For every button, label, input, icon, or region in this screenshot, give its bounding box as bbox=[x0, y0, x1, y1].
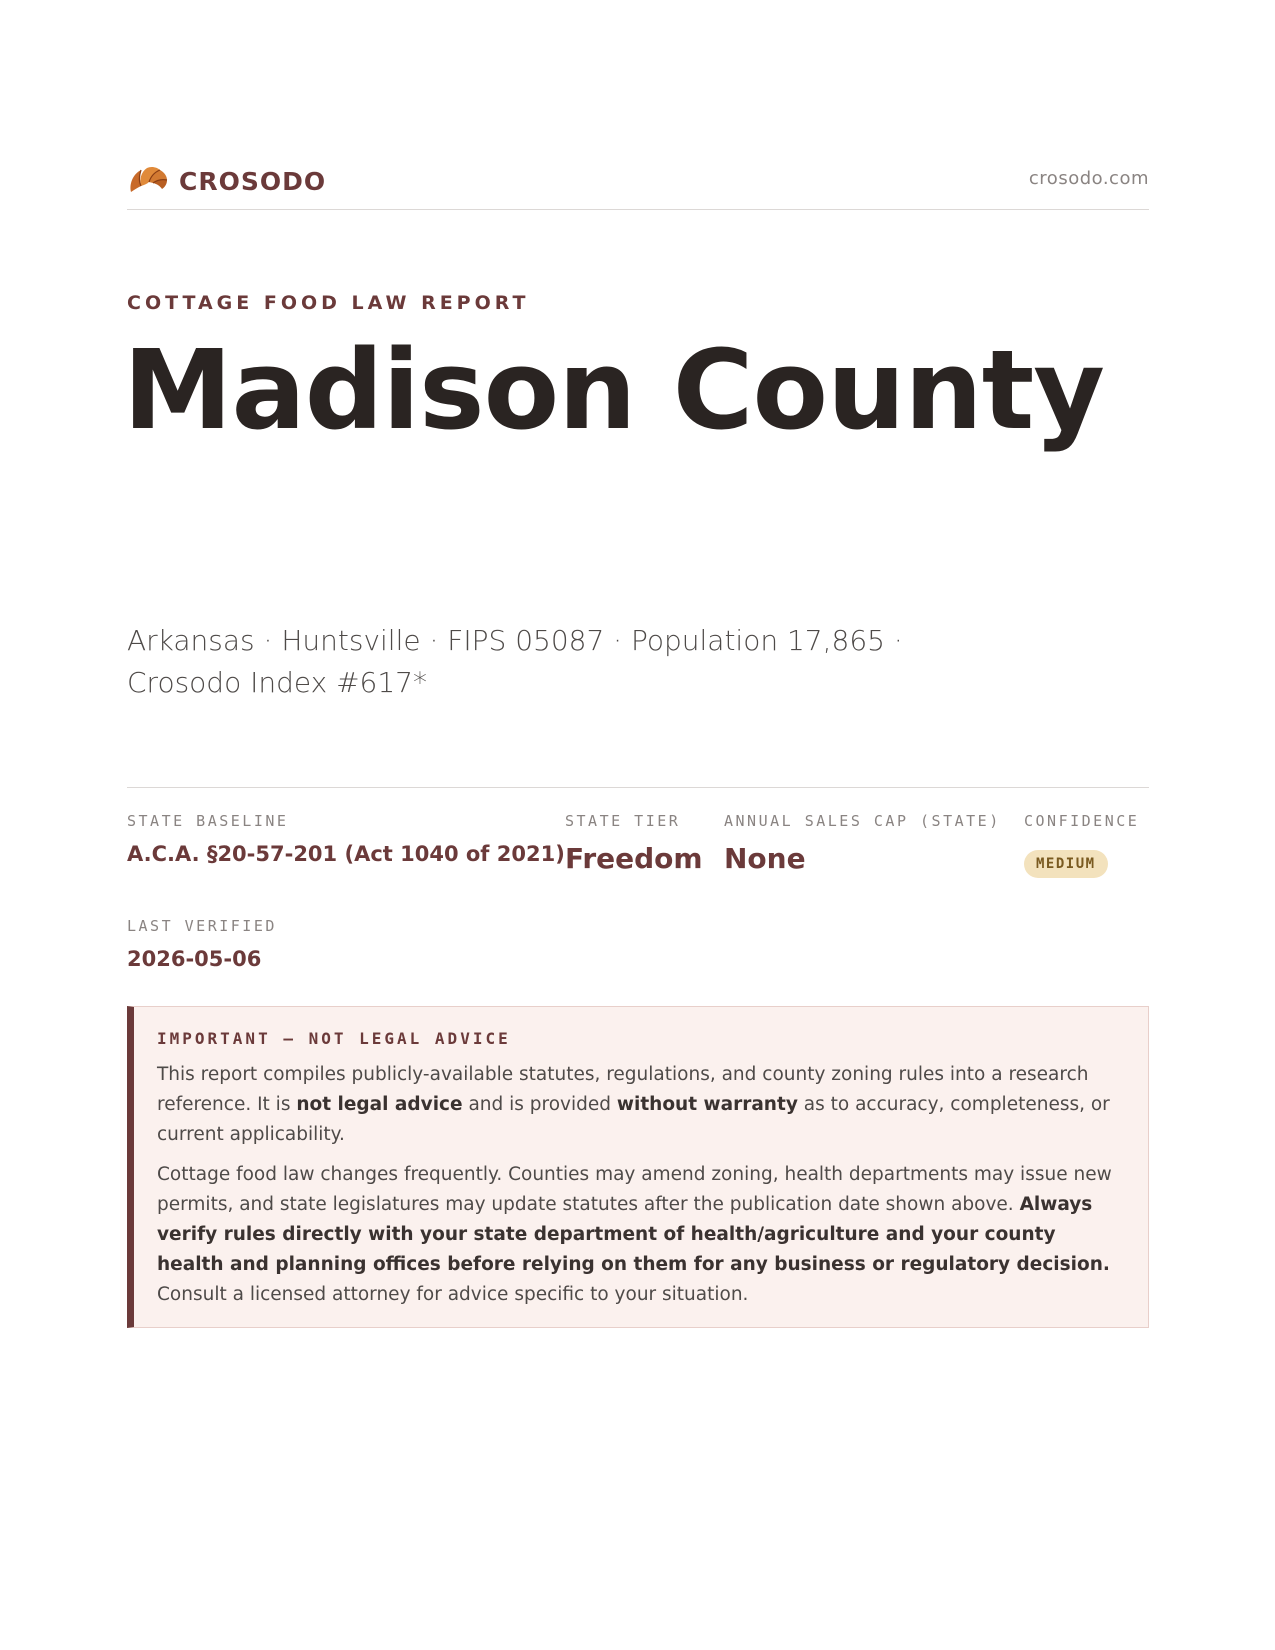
brand[interactable] bbox=[127, 162, 326, 200]
state-baseline-label: STATE BASELINE bbox=[127, 812, 289, 830]
notice-emphasis: not legal advice bbox=[296, 1094, 463, 1115]
state-tier-label: STATE TIER bbox=[565, 812, 681, 830]
notice-text: Consult a licensed attorney for advice specific to your situation. bbox=[157, 1284, 749, 1305]
notice-text: and is provided bbox=[462, 1094, 617, 1115]
sales-cap-value: None bbox=[724, 842, 806, 875]
croissant-icon bbox=[127, 162, 169, 200]
notice-text: Cottage food law changes frequently. Counties may amend zoning, health departments may issue new permits, and state legislatures may update statutes after the publication date shown above. bbox=[157, 1164, 1112, 1215]
site-url-link[interactable]: crosodo.com bbox=[1028, 168, 1149, 189]
subtitle-line-1: Arkansas · Huntsville · FIPS 05087 · Population 17,865 · bbox=[127, 624, 903, 657]
last-verified-label: LAST VERIFIED bbox=[127, 917, 277, 935]
legal-notice bbox=[127, 1006, 1149, 1328]
notice-text: This report compiles publicly-available statutes, regulations, and county zoning rules into a research reference. It is bbox=[157, 1064, 1089, 1115]
notice-paragraph-1 bbox=[157, 1060, 1120, 1150]
sales-cap-label: ANNUAL SALES CAP (STATE) bbox=[724, 812, 1001, 830]
notice-emphasis: Always verify rules directly with your state department of health/agriculture and your county health and planning offices before relying on them for any business or regulatory decision. bbox=[157, 1194, 1110, 1275]
notice-emphasis: without warranty bbox=[616, 1094, 798, 1115]
confidence-label: CONFIDENCE bbox=[1024, 812, 1140, 830]
county-subtitle bbox=[127, 620, 927, 704]
notice-text: as to accuracy, completeness, or current applicability. bbox=[157, 1094, 1110, 1145]
page-title: Madison County bbox=[123, 326, 1104, 454]
last-verified-value: 2026-05-06 bbox=[127, 947, 262, 971]
divider bbox=[127, 787, 1149, 788]
confidence-badge: MEDIUM bbox=[1024, 850, 1108, 878]
header bbox=[127, 158, 1149, 210]
notice-title: IMPORTANT — NOT LEGAL ADVICE bbox=[157, 1029, 511, 1048]
state-tier-value: Freedom bbox=[565, 842, 703, 875]
notice-paragraph-2 bbox=[157, 1160, 1120, 1310]
brand-name: CROSODO bbox=[179, 166, 327, 196]
subtitle-line-2: Crosodo Index #617* bbox=[127, 666, 427, 699]
state-baseline-value: A.C.A. §20-57-201 (Act 1040 of 2021) bbox=[127, 842, 565, 866]
report-eyebrow: COTTAGE FOOD LAW REPORT bbox=[127, 292, 530, 314]
